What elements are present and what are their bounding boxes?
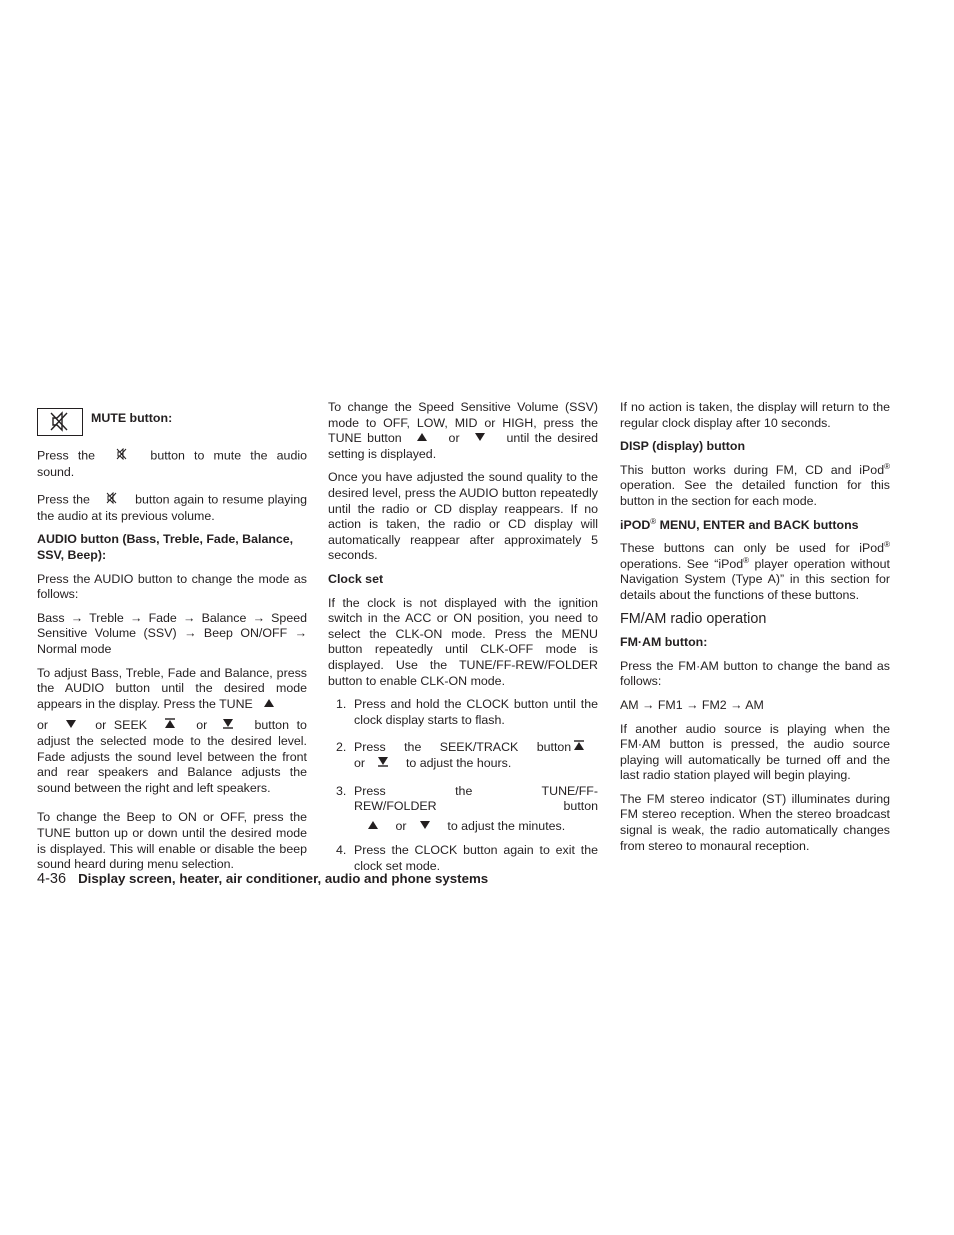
audio-paragraph-adjust: To adjust Bass, Treble, Fade and Balance, press the AUDIO button until the desired mode appears in the display. Press the TUNE or or SEEK or button to adjust the selected mode to the desired level. Fade adjusts the sound level between the front and rear speakers and Balance adjusts the sound between the right and left speakers.	[37, 665, 307, 795]
fm-stereo-paragraph: The FM stereo indicator (ST) illuminates during FM stereo reception. When the stereo broadcast signal is weak, the radio automatically changes from stereo to monaural reception.	[620, 791, 890, 853]
sound-quality-paragraph: Once you have adjusted the sound quality to the desired level, press the AUDIO button repeatedly until the radio or CD display reappears. If no action is taken, the radio or CD display will automatically reappear after approximately 5 seconds.	[328, 470, 598, 563]
mute-heading: MUTE button:	[91, 411, 173, 425]
mute-icon	[106, 492, 117, 509]
column-3	[620, 400, 890, 862]
disp-paragraph: This button works during FM, CD and iPod® operation. See the detailed function for this button in the section for each mode.	[620, 461, 890, 508]
disp-heading: DISP (display) button	[620, 439, 746, 454]
mute-icon	[116, 448, 127, 465]
seek-up-icon	[165, 718, 175, 734]
up-triangle-icon	[264, 697, 274, 713]
page-number: 4-36	[37, 871, 67, 887]
down-triangle-icon	[420, 819, 430, 835]
column-1	[37, 400, 307, 881]
up-triangle-icon	[417, 431, 427, 447]
audio-mode-sequence: Bass → Treble → Fade → Balance → Speed Sensitive Volume (SSV) → Beep ON/OFF → Normal mode	[37, 610, 307, 656]
list-item: 3. Press the TUNE/FF-REW/FOLDER button or to adjust the minutes.	[336, 783, 598, 833]
seek-down-icon	[378, 756, 388, 772]
ipod-heading: iPOD® MENU, ENTER and BACK buttons	[620, 516, 859, 532]
clock-steps	[328, 697, 598, 875]
seek-down-icon	[223, 718, 233, 734]
fm-am-heading: FM·AM button:	[620, 635, 708, 650]
list-item: 4. Press the CLOCK button again to exit the clock set mode.	[336, 843, 598, 874]
clock-heading: Clock set	[328, 572, 384, 587]
fm-am-section-title: FM/AM radio operation	[620, 610, 767, 627]
footer-title: Display screen, heater, air conditioner, audio and phone systems	[78, 871, 489, 886]
fm-am-paragraph-2: If another audio source is playing when the FM·AM button is pressed, the audio source playing will automatically be turned off and the last radio station played will begin playing.	[620, 721, 890, 783]
page-footer	[37, 871, 488, 887]
mute-heading-row	[37, 408, 307, 436]
up-triangle-icon	[368, 819, 378, 835]
ssv-paragraph: To change the Speed Sensitive Volume (SSV) mode to OFF, LOW, MID or HIGH, press the TUNE button or until the desired setting is displayed.	[328, 400, 598, 461]
mute-paragraph-1: Press the button to mute the audio sound.	[37, 448, 307, 479]
mute-icon	[37, 408, 83, 436]
ipod-paragraph: These buttons can only be used for iPod® operations. See “iPod® player operation without Navigation System (Type A)” in this section for details about the functions of these buttons.	[620, 540, 890, 602]
fm-am-paragraph-1: Press the FM·AM button to change the band as follows:	[620, 658, 890, 689]
down-triangle-icon	[475, 431, 485, 447]
no-action-paragraph: If no action is taken, the display will return to the regular clock display after 10 seconds.	[620, 400, 890, 430]
band-sequence: AM → FM1 → FM2 → AM	[620, 697, 764, 712]
beep-paragraph: To change the Beep to ON or OFF, press the TUNE button up or down until the desired mode is displayed. This will enable or disable the beep sound heard during menu selection.	[37, 810, 307, 872]
list-item: 2. Press the SEEK/TRACK button or to adjust the hours.	[328, 740, 598, 771]
seek-up-icon	[574, 740, 584, 756]
audio-paragraph-1: Press the AUDIO button to change the mode as follows:	[37, 571, 307, 602]
column-2	[328, 400, 598, 884]
clock-paragraph: If the clock is not displayed with the ignition switch in the ACC or ON position, you need to select the CLK-ON mode. Press the MENU button repeatedly until CLK-OFF mode is displayed. Use the TUNE/FF-REW/FOLDER button to enable CLK-ON mode.	[328, 595, 598, 688]
audio-heading: AUDIO button (Bass, Treble, Fade, Balance, SSV, Beep):	[37, 532, 294, 562]
list-item: 1. Press and hold the CLOCK button until the clock display starts to flash.	[336, 697, 598, 727]
mute-paragraph-2: Press the button again to resume playing the audio at its previous volume.	[37, 492, 308, 523]
down-triangle-icon	[66, 718, 76, 734]
